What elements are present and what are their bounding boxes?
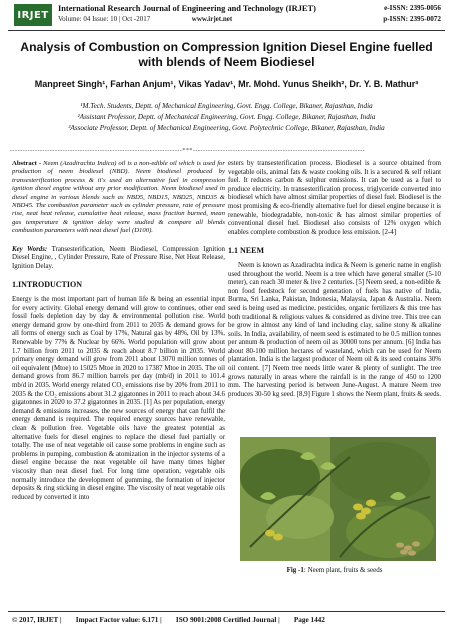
p-issn: p-ISSN: 2395-0072 (383, 15, 441, 23)
figure-caption (228, 566, 441, 574)
neem-paragraph: Neem is known as Azadirachta indica & Neem is generic name in english used throughout the world. Neem is a tree which have general smaller (5-10 meter), can reach 30 meter & live 2 centuries. [5] Neem seed, a non-edible & non food feedstock for second generation of fuels has native of India, Burma, Sri Lanka, Pakistan, Indonesia, Malaysia, Japan & Australia. Neem seed is being used as medicine, pesticides, organic fertilizers & this tree has both traditional & religious values & considered as divine tree. This tree can be grow in almost any kind of land including clay, saline stony & alkaline soils. In India, availability, of neem seed is estimated to be 0.5 million tonnes per annum & production of neem oil as 30000 tons per annum. [6] India has about 80-100 million hectares of wasteland, which can be used for Neem plantation. India is the largest producer of Neem oil & its seed contains 30% oil content. [7] Neem tree needs little water & plenty of sunlight. The tree grows naturally in areas where the rainfall is in the range of 450 to 1200 mm. The harvesting period is between June-August. A mature Neem tree produces 30-50 kg seed. [8,9] Figure 1 shows the Neem plant, fruits & seeds. (228, 261, 441, 398)
figure-caption-label: Fig -1 (286, 566, 304, 574)
keywords (12, 246, 225, 272)
right-column (228, 160, 441, 401)
section-heading-neem: 1.1 NEEM (228, 246, 264, 256)
neem-figure-image (240, 437, 436, 561)
journal-title: International Research Journal of Engineering and Technology (IRJET) (58, 4, 316, 13)
biodiesel-paragraph: esters by transesterification process. Biodiesel is a source obtained from vegetable oils, animal fats & waste cooking oils. It is a secured & self reliant fuel. It reduces carbon & sulphur emissions. It can be used as a fuel to produce electricity. In transesterification process, triglyceride converted into biodiesel which have almost similar properties of diesel fuel. Biodiesel is the most promising & eco-friendly alternative fuel for diesel engine because it is renewable, biodegradable, non-toxic & has almost similar properties of conventional diesel fuel. Biodiesel also consists of 12% oxygen which enables complete combustion & produce less emission. [2-4] (228, 160, 441, 236)
section-heading-introduction: 1.INTRODUCTION (12, 280, 83, 290)
figure-caption-text: : Neem plant, fruits & seeds (303, 566, 383, 574)
journal-website[interactable]: www.irjet.net (191, 15, 233, 23)
abstract-label: Abstract - (12, 160, 42, 167)
affiliation-2: ²Assistant Professor, Deptt. of Mechanical Engineering, Govt. Engg. College, Bikaner, Rajasthan, India (77, 113, 376, 121)
introduction-paragraph: Energy is the most important part of human life & being an essential input for every activity. Global energy demand will grow to continues, other end fossil fuels depletion day by day & environmental pollution rise. World energy demand grow by one-third from 2011 to 2035 & demand grows for all forms of energy such as Coal by 17%, Natural gas by 48%, Oil by 13%, Renewable by 77% & Nuclear by 66%. World population will grow about 1.7 billion from 2011 to 2035 & reach about 8.7 billion in 2035. World primary energy demand will grow from 2011 about 13070 million tonnes of oil equivalent (Mtoe) to 15025 Mtoe in 2020 to 17387 Mtoe in 2035. The oil demand grows from 86.7 million barrels per day (mb/d) in 2011 to 101.4 mb/d in 2035. World energy related CO₂ emissions rise by 20% from 2011 to 2035 & the CO₂ emissions about 31.2 gigatonnes in 2011 to reach about 34.6 gigatonnes in 2020 to 37.2 gigatonnes in 2035. [1] As per population, energy demand & emissions increases, the new sources of energy that can fulfil the energy demand is required. The required energy sources have renewable, clean & pollution free. Vegetable oils have the greatest potential as alternative fuels for diesel engines to replace the diesel fuel partially or totally. The use of neat vegetable oil cause some problems in engine such as problems in pumping, combustion & atomization in the injector systems of a diesel engine because the neat vegetable oil have many times higher viscosity than neat diesel fuel. For long time operation, vegetable oils normally introduce the development of gumming, the formation of injector deposits & ring sticking in diesel engine. The viscosity of neat vegetable oils reduced by converted it into (12, 296, 225, 501)
page-number: Page 1442 (293, 616, 325, 624)
iso-certification: ISO 9001:2008 Certified Journal (175, 616, 277, 624)
copyright: © 2017, IRJET (12, 616, 59, 624)
e-issn: e-ISSN: 2395-0056 (384, 4, 441, 12)
volume-issue: Volume: 04 Issue: 10 | Oct -2017 (58, 15, 151, 23)
section-separator: ---------------------------------------------------------------------***--------------------------------------------------------------------- (10, 148, 366, 154)
left-column (12, 160, 225, 504)
keywords-label: Key Words: (12, 245, 48, 253)
author-list: Manpreet Singh¹, Farhan Anjum¹, Vikas Yadav¹, Mr. Mohd. Yunus Sheikh², Dr. Y. B. Mathur³ (34, 79, 419, 89)
affiliation-3: ³Associate Professor, Deptt. of Mechanical Engineering, Govt. Polytechnic College, Bikaner, Rajasthan, India (68, 124, 385, 132)
affiliation-1: ¹M.Tech. Students, Deptt. of Mechanical Engineering, Govt. Engg. College, Bikaner, Rajasthan, India (80, 102, 373, 110)
keywords-text: Transesterification, Neem Biodiesel, Compression Ignition Diesel Engine, , Cylinder Pressure, Rate of Pressure Rise, Net Heat Release, Ignition Delay. (12, 245, 225, 270)
abstract-text: Neem (Azadirachta Indica) oil is a non-edible oil which is used for production of neem biodiesel (NBD). Neem biodiesel produced by transesterification process & it's used an alternative fuel in compression ignition diesel engine without any prior modification. Neem biodiesel used in diesel engine in various blends such as NBD5, NBD15, NBD25, NBD35 & NBD45. The combustion parameter such as cylinder pressure, rate of pressure rise, neat heat release, cumulative heat release, mass fraction burned, mean gas temperature & ignition delay were studied & compare all blends combustion parameters with neat diesel fuel (D100). (12, 160, 225, 235)
abstract (12, 160, 225, 236)
footer-rule (8, 611, 445, 612)
paper-title: Analysis of Combustion on Compression Ignition Diesel Engine fuelled with blends of Neem Biodiesel (20, 40, 433, 69)
header-rule (8, 30, 445, 31)
journal-subline (58, 15, 232, 23)
irjet-logo: IRJET (14, 4, 52, 26)
neem-plant-illustration (240, 437, 436, 561)
page-footer: © 2017, IRJET | Impact Factor value: 6.171 | ISO 9001:2008 Certified Journal | Page 1442 (12, 616, 325, 624)
impact-factor: Impact Factor value: 6.171 (75, 616, 159, 624)
journal-header (0, 0, 453, 30)
